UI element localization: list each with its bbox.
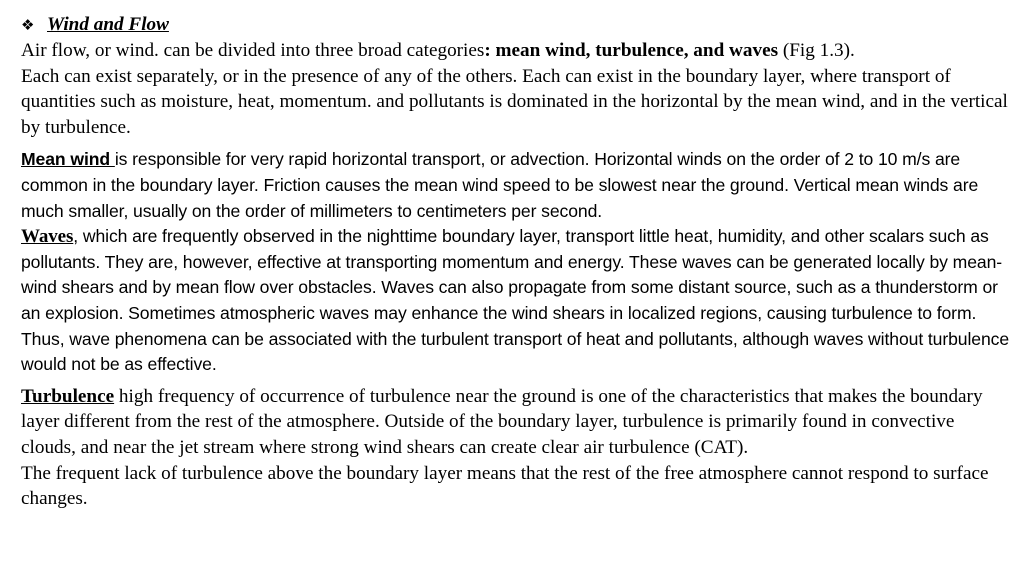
mean-wind-term: Mean wind <box>21 149 115 170</box>
diamond-bullet-icon: ❖ <box>21 16 35 34</box>
intro-rest: Each can exist separately, or in the presence of any of the others. Each can exist in the boundary layer, where transport of quantities such as moisture, heat, momentum. and pollutants is dominated in the horizontal by the mean wind, and in the vertical by turbulence. <box>21 65 1008 138</box>
intro-categories: : mean wind, turbulence, and waves <box>484 40 779 61</box>
turbulence-closing: The frequent lack of turbulence above the boundary layer means that the rest of the free atmosphere cannot respond to surface changes. <box>21 462 989 510</box>
waves-term: Waves <box>21 226 74 248</box>
mean-wind-paragraph <box>21 147 1011 377</box>
section-heading <box>21 12 1011 38</box>
heading-title: Wind and Flow <box>47 14 169 35</box>
intro-paragraph <box>21 38 1011 140</box>
intro-text-a: Air flow, or wind. can be divided into three broad categories <box>21 40 485 61</box>
mean-wind-text: is responsible for very rapid horizontal transport, or advection. Horizontal winds on the order of 2 to 10 m/s are common in the boundary layer. Friction causes the mean wind speed to be slowest near the ground. Vertical mean winds are much smaller, usually on the order of millimeters to centimeters per second. <box>21 149 979 221</box>
slide-content <box>21 12 1011 512</box>
waves-text: , which are frequently observed in the nighttime boundary layer, transport little heat, humidity, and other scalars such as pollutants. They are, however, effective at transporting momentum and energy. These waves can be generated locally by mean-wind shears and by mean flow over obstacles. Waves can also propagate from some distant source, such as a thunderstorm or an explosion. Sometimes atmospheric waves may enhance the wind shears in localized regions, causing turbulence to form. Thus, wave phenomena can be associated with the turbulent transport of heat and pollutants, although waves without turbulence would not be as effective. <box>21 226 1010 375</box>
intro-text-b: (Fig 1.3). <box>778 40 855 61</box>
turbulence-text: high frequency of occurrence of turbulence near the ground is one of the characteristics that makes the boundary layer different from the rest of the atmosphere. Outside of the boundary layer, turbulence is primarily found in convective clouds, and near the jet stream where strong wind shears can create clear air turbulence (CAT). <box>21 385 983 458</box>
turbulence-term: Turbulence <box>21 385 115 407</box>
turbulence-paragraph <box>21 384 1011 512</box>
